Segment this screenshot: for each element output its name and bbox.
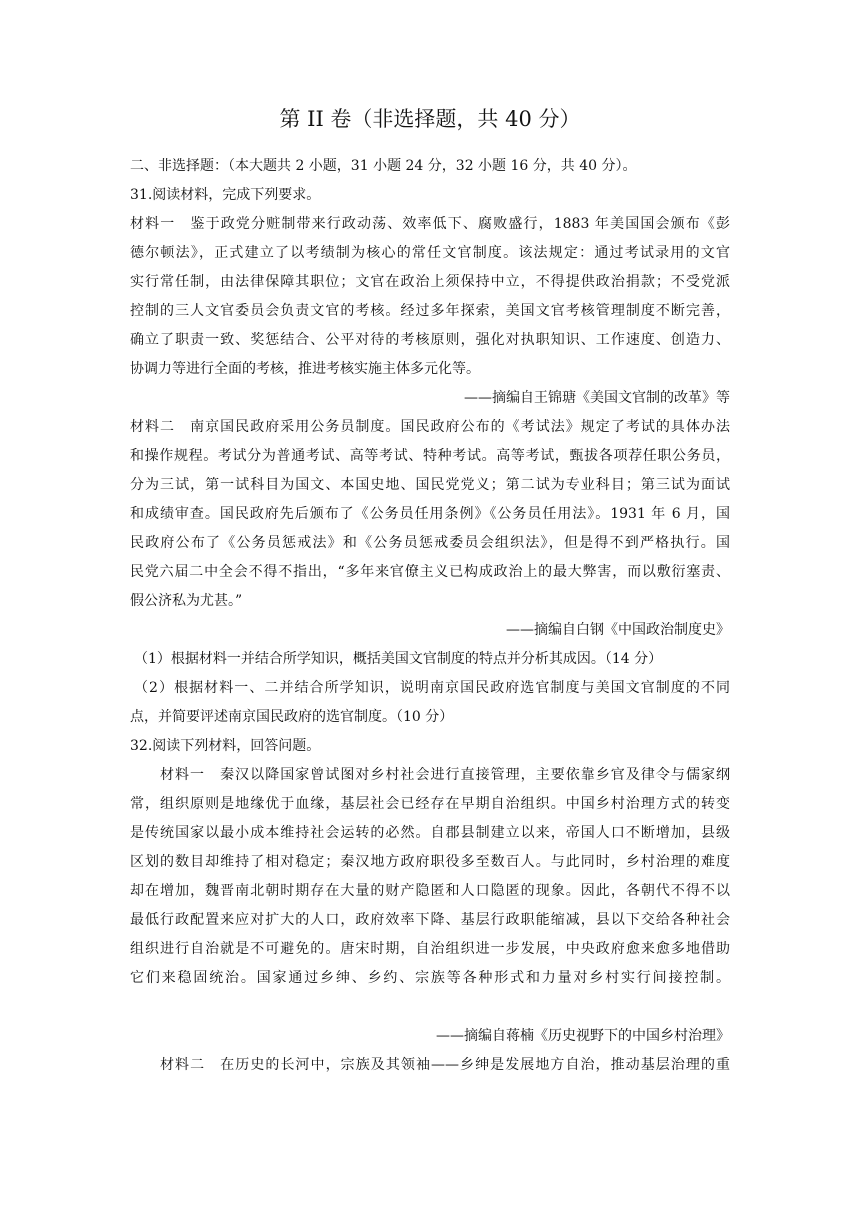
q31-subquestion-2-cont: 点，并简要评述南京国民政府的选官制度。（10 分） xyxy=(130,709,454,725)
q32-material-1-source: ——摘编自蒋楠《历史视野下的中国乡村治理》 xyxy=(436,1028,730,1044)
q31-material-1-line: 协调力等进行全面的考核，推进考核实施主体多元化等。 xyxy=(130,361,480,377)
q32-material-1-line: 最低行政配置来应对扩大的人口，政府效率下降、基层行政职能缩减，县以下交给各种社会 xyxy=(130,912,730,928)
q31-material-1-line: 实行常任制，由法律保障其职位；文官在政治上须保持中立，不得提供政治捐款；不受党派 xyxy=(130,274,730,290)
q31-material-2-line: 民政府公布了《公务员惩戒法》和《公务员惩戒委员会组织法》，但是得不到严格执行。国 xyxy=(130,535,730,551)
q31-material-2-line: 和成绩审查。国民政府先后颁布了《公务员任用条例》《公务员任用法》。1931 年 6 月，国 xyxy=(130,506,730,522)
question-31-heading: 31.阅读材料，完成下列要求。 xyxy=(130,187,321,203)
section-instructions: 二、非选择题：（本大题共 2 小题，31 小题 24 分，32 小题 16 分，共 40 分）。 xyxy=(130,158,637,174)
q31-material-1-line: 控制的三人文官委员会负责文官的考核。经过多年探索，美国文官考核管理制度不断完善， xyxy=(130,303,730,319)
q32-material-1-line: 却在增加，魏晋南北朝时期存在大量的财产隐匿和人口隐匿的现象。因此，各朝代不得不以 xyxy=(130,883,730,899)
q32-material-1-line: 组织进行自治就是不可避免的。唐宋时期，自治组织进一步发展，中央政府愈来愈多地借助 xyxy=(130,941,730,957)
q32-material-2-line: 材料二 在历史的长河中，宗族及其领袖——乡绅是发展地方自治，推动基层治理的重 xyxy=(160,1057,730,1073)
q31-material-1-line: 材料一 鉴于政党分赃制带来行政动荡、效率低下、腐败盛行，1883 年美国国会颁布《彭 xyxy=(130,216,730,232)
q31-material-1-source: ——摘编自王锦瑭《美国文官制的改革》等 xyxy=(464,390,730,406)
q31-material-2-line: 假公济私为尤甚。” xyxy=(130,593,243,609)
q31-material-2-line: 材料二 南京国民政府采用公务员制度。国民政府公布的《考试法》规定了考试的具体办法 xyxy=(130,419,730,435)
q32-material-1-line: 区划的数目却维持了相对稳定；秦汉地方政府职役多至数百人。与此同时，乡村治理的难度 xyxy=(130,854,730,870)
q31-subquestion-2: （2）根据材料一、二并结合所学知识，说明南京国民政府选官制度与美国文官制度的不同 xyxy=(134,680,730,696)
q31-subquestion-1: （1）根据材料一并结合所学知识，概括美国文官制度的特点并分析其成因。（14 分） xyxy=(134,651,663,667)
q32-material-1-line: 是传统国家以最小成本维持社会运转的必然。自郡县制建立以来，帝国人口不断增加，县级 xyxy=(130,825,730,841)
q31-material-1-line: 确立了职责一致、奖惩结合、公平对待的考核原则，强化对执职知识、工作速度、创造力、 xyxy=(130,332,730,348)
q31-material-2-source: ——摘编自白钢《中国政治制度史》 xyxy=(506,622,730,638)
q32-material-1-line: 材料一 秦汉以降国家曾试图对乡村社会进行直接管理，主要依靠乡官及律令与儒家纲 xyxy=(160,767,730,783)
q31-material-2-line: 分为三试，第一试科目为国文、本国史地、国民党党义；第二试为专业科目；第三试为面试 xyxy=(130,477,730,493)
q32-material-1-line: 它们来稳固统治。国家通过乡绅、乡约、宗族等各种形式和力量对乡村实行间接控制。 xyxy=(130,970,730,986)
q31-material-2-line: 和操作规程。考试分为普通考试、高等考试、特种考试。高等考试，甄拔各项荐任职公务员， xyxy=(130,448,730,464)
question-32-heading: 32.阅读下列材料，回答问题。 xyxy=(130,738,321,754)
q32-material-1-line: 常，组织原则是地缘优于血缘，基层社会已经存在早期自治组织。中国乡村治理方式的转变 xyxy=(130,796,730,812)
q31-material-2-line: 民党六届二中全会不得不指出，“多年来官僚主义已构成政治上的最大弊害，而以敷衍塞责、 xyxy=(130,564,730,580)
q31-material-1-line: 德尔顿法》，正式建立了以考绩制为核心的常任文官制度。该法规定：通过考试录用的文官 xyxy=(130,245,730,261)
section-title: 第 II 卷（非选择题，共 40 分） xyxy=(279,107,581,131)
